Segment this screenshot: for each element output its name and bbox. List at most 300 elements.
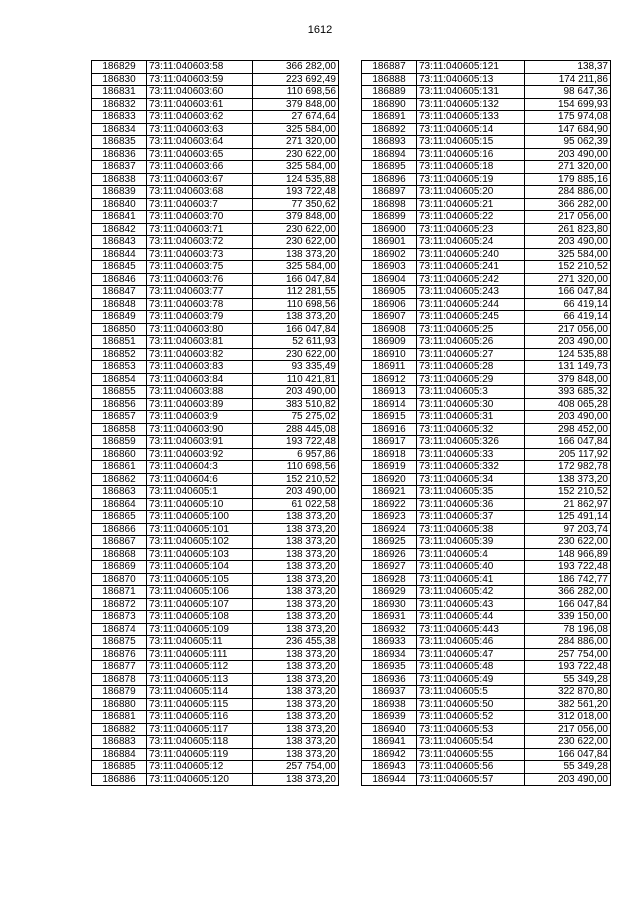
- row-number-cell: 186934: [362, 648, 417, 661]
- row-number-cell: 186884: [92, 748, 147, 761]
- cadastral-number-cell: 73:11:040605:1: [147, 486, 253, 499]
- row-number-cell: 186942: [362, 748, 417, 761]
- table-row: [362, 73, 611, 86]
- value-cell: 152 210,52: [253, 473, 339, 486]
- cadastral-number-cell: 73:11:040605:25: [417, 323, 525, 336]
- cadastral-number-cell: 73:11:040603:80: [147, 323, 253, 336]
- row-number-cell: 186844: [92, 248, 147, 261]
- row-number-cell: 186931: [362, 611, 417, 624]
- value-cell: 125 491,14: [525, 511, 611, 524]
- table-row: [362, 511, 611, 524]
- table-row: [362, 373, 611, 386]
- value-cell: 236 455,38: [253, 636, 339, 649]
- table-row: [362, 773, 611, 786]
- row-number-cell: 186919: [362, 461, 417, 474]
- value-cell: 138 373,20: [253, 711, 339, 724]
- cadastral-number-cell: 73:11:040605:40: [417, 561, 525, 574]
- row-number-cell: 186917: [362, 436, 417, 449]
- cadastral-number-cell: 73:11:040605:114: [147, 686, 253, 699]
- value-cell: 257 754,00: [525, 648, 611, 661]
- row-number-cell: 186914: [362, 398, 417, 411]
- value-cell: 66 419,14: [525, 311, 611, 324]
- row-number-cell: 186880: [92, 698, 147, 711]
- row-number-cell: 186944: [362, 773, 417, 786]
- cadastral-number-cell: 73:11:040605:326: [417, 436, 525, 449]
- row-number-cell: 186845: [92, 261, 147, 274]
- table-row: [92, 573, 339, 586]
- row-number-cell: 186940: [362, 723, 417, 736]
- cadastral-number-cell: 73:11:040603:81: [147, 336, 253, 349]
- table-row: [92, 286, 339, 299]
- table-row: [92, 411, 339, 424]
- row-number-cell: 186878: [92, 673, 147, 686]
- table-row: [362, 586, 611, 599]
- table-row: [92, 386, 339, 399]
- cadastral-number-cell: 73:11:040605:56: [417, 761, 525, 774]
- table-row: [362, 111, 611, 124]
- table-row: [92, 136, 339, 149]
- value-cell: 154 699,93: [525, 98, 611, 111]
- table-row: [92, 448, 339, 461]
- cadastral-number-cell: 73:11:040603:84: [147, 373, 253, 386]
- row-number-cell: 186921: [362, 486, 417, 499]
- value-cell: 148 966,89: [525, 548, 611, 561]
- table-row: [92, 198, 339, 211]
- cadastral-number-cell: 73:11:040603:79: [147, 311, 253, 324]
- cadastral-number-cell: 73:11:040605:46: [417, 636, 525, 649]
- table-row: [92, 173, 339, 186]
- row-number-cell: 186876: [92, 648, 147, 661]
- cadastral-number-cell: 73:11:040605:34: [417, 473, 525, 486]
- value-cell: 230 622,00: [525, 536, 611, 549]
- value-cell: 66 419,14: [525, 298, 611, 311]
- value-cell: 138 373,20: [253, 311, 339, 324]
- cadastral-number-cell: 73:11:040605:43: [417, 598, 525, 611]
- cadastral-number-cell: 73:11:040605:132: [417, 98, 525, 111]
- row-number-cell: 186881: [92, 711, 147, 724]
- cadastral-number-cell: 73:11:040605:22: [417, 211, 525, 224]
- cadastral-number-cell: 73:11:040605:118: [147, 736, 253, 749]
- value-cell: 325 584,00: [525, 248, 611, 261]
- row-number-cell: 186911: [362, 361, 417, 374]
- table-row: [92, 773, 339, 786]
- cadastral-number-cell: 73:11:040603:82: [147, 348, 253, 361]
- value-cell: 325 584,00: [253, 261, 339, 274]
- table-row: [92, 361, 339, 374]
- cadastral-number-cell: 73:11:040605:38: [417, 523, 525, 536]
- value-cell: 203 490,00: [525, 336, 611, 349]
- table-row: [362, 473, 611, 486]
- table-row: [362, 311, 611, 324]
- value-cell: 257 754,00: [253, 761, 339, 774]
- cadastral-number-cell: 73:11:040605:109: [147, 623, 253, 636]
- row-number-cell: 186883: [92, 736, 147, 749]
- cadastral-number-cell: 73:11:040605:36: [417, 498, 525, 511]
- table-row: [92, 536, 339, 549]
- cadastral-number-cell: 73:11:040605:245: [417, 311, 525, 324]
- value-cell: 288 445,08: [253, 423, 339, 436]
- row-number-cell: 186831: [92, 86, 147, 99]
- cadastral-number-cell: 73:11:040605:18: [417, 161, 525, 174]
- table-row: [362, 636, 611, 649]
- cadastral-number-cell: 73:11:040605:443: [417, 623, 525, 636]
- table-row: [362, 236, 611, 249]
- value-cell: 75 275,02: [253, 411, 339, 424]
- row-number-cell: 186926: [362, 548, 417, 561]
- cadastral-number-cell: 73:11:040605:33: [417, 448, 525, 461]
- row-number-cell: 186909: [362, 336, 417, 349]
- cadastral-number-cell: 73:11:040605:111: [147, 648, 253, 661]
- row-number-cell: 186846: [92, 273, 147, 286]
- cadastral-number-cell: 73:11:040603:63: [147, 123, 253, 136]
- cadastral-number-cell: 73:11:040605:104: [147, 561, 253, 574]
- cadastral-number-cell: 73:11:040605:10: [147, 498, 253, 511]
- value-cell: 230 622,00: [253, 348, 339, 361]
- table-row: [362, 686, 611, 699]
- row-number-cell: 186858: [92, 423, 147, 436]
- table-row: [362, 548, 611, 561]
- row-number-cell: 186859: [92, 436, 147, 449]
- table-row: [92, 561, 339, 574]
- cadastral-number-cell: 73:11:040605:19: [417, 173, 525, 186]
- cadastral-number-cell: 73:11:040605:3: [417, 386, 525, 399]
- table-row: [92, 511, 339, 524]
- cadastral-number-cell: 73:11:040603:67: [147, 173, 253, 186]
- row-number-cell: 186865: [92, 511, 147, 524]
- value-cell: 138 373,20: [253, 623, 339, 636]
- row-number-cell: 186893: [362, 136, 417, 149]
- table-row: [92, 498, 339, 511]
- value-cell: 179 885,16: [525, 173, 611, 186]
- row-number-cell: 186830: [92, 73, 147, 86]
- value-cell: 138 373,20: [253, 648, 339, 661]
- row-number-cell: 186833: [92, 111, 147, 124]
- row-number-cell: 186853: [92, 361, 147, 374]
- row-number-cell: 186870: [92, 573, 147, 586]
- cadastral-number-cell: 73:11:040605:108: [147, 611, 253, 624]
- value-cell: 298 452,00: [525, 423, 611, 436]
- cadastral-number-cell: 73:11:040605:49: [417, 673, 525, 686]
- value-cell: 284 886,00: [525, 636, 611, 649]
- value-cell: 124 535,88: [253, 173, 339, 186]
- value-cell: 383 510,82: [253, 398, 339, 411]
- value-cell: 312 018,00: [525, 711, 611, 724]
- table-row: [362, 198, 611, 211]
- row-number-cell: 186938: [362, 698, 417, 711]
- cadastral-number-cell: 73:11:040603:61: [147, 98, 253, 111]
- row-number-cell: 186939: [362, 711, 417, 724]
- value-cell: 166 047,84: [253, 273, 339, 286]
- value-cell: 138 373,20: [253, 773, 339, 786]
- row-number-cell: 186851: [92, 336, 147, 349]
- row-number-cell: 186832: [92, 98, 147, 111]
- table-row: [92, 373, 339, 386]
- row-number-cell: 186864: [92, 498, 147, 511]
- cadastral-number-cell: 73:11:040605:42: [417, 586, 525, 599]
- value-cell: 138 373,20: [253, 561, 339, 574]
- table-row: [92, 161, 339, 174]
- table-row: [92, 211, 339, 224]
- cadastral-number-cell: 73:11:040605:28: [417, 361, 525, 374]
- cadastral-number-cell: 73:11:040605:103: [147, 548, 253, 561]
- table-row: [92, 311, 339, 324]
- row-number-cell: 186896: [362, 173, 417, 186]
- value-cell: 98 647,36: [525, 86, 611, 99]
- value-cell: 97 203,74: [525, 523, 611, 536]
- value-cell: 77 350,62: [253, 198, 339, 211]
- cadastral-number-cell: 73:11:040605:29: [417, 373, 525, 386]
- value-cell: 230 622,00: [253, 236, 339, 249]
- table-row: [92, 336, 339, 349]
- cadastral-number-cell: 73:11:040603:68: [147, 186, 253, 199]
- value-cell: 174 211,86: [525, 73, 611, 86]
- value-cell: 382 561,20: [525, 698, 611, 711]
- row-number-cell: 186886: [92, 773, 147, 786]
- table-row: [92, 61, 339, 74]
- value-cell: 21 862,97: [525, 498, 611, 511]
- table-row: [92, 748, 339, 761]
- value-cell: 261 823,80: [525, 223, 611, 236]
- row-number-cell: 186847: [92, 286, 147, 299]
- table-row: [362, 623, 611, 636]
- value-cell: 175 974,08: [525, 111, 611, 124]
- table-row: [92, 86, 339, 99]
- row-number-cell: 186903: [362, 261, 417, 274]
- cadastral-number-cell: 73:11:040605:11: [147, 636, 253, 649]
- table-row: [92, 698, 339, 711]
- cadastral-number-cell: 73:11:040603:75: [147, 261, 253, 274]
- row-number-cell: 186857: [92, 411, 147, 424]
- value-cell: 124 535,88: [525, 348, 611, 361]
- table-row: [362, 648, 611, 661]
- table-row: [92, 623, 339, 636]
- table-row: [362, 448, 611, 461]
- table-row: [362, 411, 611, 424]
- value-cell: 284 886,00: [525, 186, 611, 199]
- value-cell: 230 622,00: [525, 736, 611, 749]
- table-row: [362, 323, 611, 336]
- value-cell: 131 149,73: [525, 361, 611, 374]
- value-cell: 138,37: [525, 61, 611, 74]
- cadastral-number-cell: 73:11:040605:53: [417, 723, 525, 736]
- value-cell: 193 722,48: [525, 661, 611, 674]
- cadastral-number-cell: 73:11:040605:131: [417, 86, 525, 99]
- row-number-cell: 186913: [362, 386, 417, 399]
- page-number: 1612: [307, 24, 333, 36]
- value-cell: 61 022,58: [253, 498, 339, 511]
- row-number-cell: 186852: [92, 348, 147, 361]
- row-number-cell: 186904: [362, 273, 417, 286]
- table-row: [362, 723, 611, 736]
- cadastral-number-cell: 73:11:040605:27: [417, 348, 525, 361]
- cadastral-number-cell: 73:11:040605:44: [417, 611, 525, 624]
- table-row: [362, 461, 611, 474]
- cadastral-number-cell: 73:11:040605:30: [417, 398, 525, 411]
- table-row: [92, 761, 339, 774]
- cadastral-number-cell: 73:11:040605:244: [417, 298, 525, 311]
- cadastral-number-cell: 73:11:040605:117: [147, 723, 253, 736]
- cadastral-number-cell: 73:11:040605:101: [147, 523, 253, 536]
- cadastral-number-cell: 73:11:040605:107: [147, 598, 253, 611]
- value-cell: 138 373,20: [253, 573, 339, 586]
- table-row: [92, 673, 339, 686]
- table-row: [362, 273, 611, 286]
- cadastral-number-cell: 73:11:040603:64: [147, 136, 253, 149]
- row-number-cell: 186854: [92, 373, 147, 386]
- row-number-cell: 186835: [92, 136, 147, 149]
- row-number-cell: 186856: [92, 398, 147, 411]
- table-row: [362, 698, 611, 711]
- value-cell: 152 210,52: [525, 261, 611, 274]
- value-cell: 52 611,93: [253, 336, 339, 349]
- cadastral-number-cell: 73:11:040603:90: [147, 423, 253, 436]
- value-cell: 366 282,00: [253, 61, 339, 74]
- table-row: [362, 536, 611, 549]
- cadastral-number-cell: 73:11:040603:9: [147, 411, 253, 424]
- value-cell: 325 584,00: [253, 123, 339, 136]
- table-row: [362, 498, 611, 511]
- row-number-cell: 186849: [92, 311, 147, 324]
- value-cell: 172 982,78: [525, 461, 611, 474]
- row-number-cell: 186834: [92, 123, 147, 136]
- table-row: [362, 123, 611, 136]
- cadastral-number-cell: 73:11:040603:77: [147, 286, 253, 299]
- table-row: [92, 348, 339, 361]
- value-cell: 366 282,00: [525, 198, 611, 211]
- value-cell: 166 047,84: [525, 286, 611, 299]
- row-number-cell: 186899: [362, 211, 417, 224]
- row-number-cell: 186866: [92, 523, 147, 536]
- row-number-cell: 186916: [362, 423, 417, 436]
- cadastral-number-cell: 73:11:040605:24: [417, 236, 525, 249]
- table-row: [92, 736, 339, 749]
- cadastral-number-cell: 73:11:040605:242: [417, 273, 525, 286]
- cadastral-number-cell: 73:11:040605:35: [417, 486, 525, 499]
- table-row: [362, 736, 611, 749]
- value-cell: 138 373,20: [253, 673, 339, 686]
- table-row: [362, 361, 611, 374]
- row-number-cell: 186855: [92, 386, 147, 399]
- value-cell: 138 373,20: [253, 536, 339, 549]
- table-row: [362, 573, 611, 586]
- cadastral-number-cell: 73:11:040604:3: [147, 461, 253, 474]
- row-number-cell: 186843: [92, 236, 147, 249]
- table-row: [362, 348, 611, 361]
- value-cell: 217 056,00: [525, 723, 611, 736]
- cadastral-number-cell: 73:11:040605:100: [147, 511, 253, 524]
- table-row: [362, 673, 611, 686]
- value-cell: 138 373,20: [253, 548, 339, 561]
- table-row: [92, 473, 339, 486]
- row-number-cell: 186862: [92, 473, 147, 486]
- value-cell: 366 282,00: [525, 586, 611, 599]
- value-cell: 205 117,92: [525, 448, 611, 461]
- table-row: [362, 161, 611, 174]
- table-row: [362, 211, 611, 224]
- value-cell: 166 047,84: [253, 323, 339, 336]
- row-number-cell: 186889: [362, 86, 417, 99]
- table-row: [362, 61, 611, 74]
- table-row: [362, 711, 611, 724]
- row-number-cell: 186891: [362, 111, 417, 124]
- table-row: [362, 611, 611, 624]
- table-row: [92, 186, 339, 199]
- row-number-cell: 186922: [362, 498, 417, 511]
- row-number-cell: 186943: [362, 761, 417, 774]
- row-number-cell: 186892: [362, 123, 417, 136]
- row-number-cell: 186923: [362, 511, 417, 524]
- row-number-cell: 186840: [92, 198, 147, 211]
- table-row: [92, 586, 339, 599]
- table-row: [362, 386, 611, 399]
- row-number-cell: 186924: [362, 523, 417, 536]
- value-cell: 138 373,20: [253, 523, 339, 536]
- value-cell: 193 722,48: [253, 186, 339, 199]
- cadastral-number-cell: 73:11:040603:83: [147, 361, 253, 374]
- table-row: [362, 398, 611, 411]
- row-number-cell: 186882: [92, 723, 147, 736]
- value-cell: 138 373,20: [253, 511, 339, 524]
- table-row: [362, 148, 611, 161]
- cadastral-number-cell: 73:11:040605:26: [417, 336, 525, 349]
- cadastral-number-cell: 73:11:040603:89: [147, 398, 253, 411]
- value-cell: 138 373,20: [253, 661, 339, 674]
- table-row: [92, 236, 339, 249]
- cadastral-number-cell: 73:11:040605:50: [417, 698, 525, 711]
- cadastral-number-cell: 73:11:040605:14: [417, 123, 525, 136]
- cadastral-number-cell: 73:11:040603:62: [147, 111, 253, 124]
- row-number-cell: 186895: [362, 161, 417, 174]
- row-number-cell: 186887: [362, 61, 417, 74]
- table-row: [362, 173, 611, 186]
- cadastral-number-cell: 73:11:040603:92: [147, 448, 253, 461]
- value-cell: 166 047,84: [525, 598, 611, 611]
- cadastral-number-cell: 73:11:040605:133: [417, 111, 525, 124]
- table-row: [92, 123, 339, 136]
- value-cell: 203 490,00: [525, 236, 611, 249]
- table-row: [92, 73, 339, 86]
- value-cell: 166 047,84: [525, 436, 611, 449]
- row-number-cell: 186842: [92, 223, 147, 236]
- cadastral-number-cell: 73:11:040605:48: [417, 661, 525, 674]
- cadastral-number-cell: 73:11:040605:37: [417, 511, 525, 524]
- row-number-cell: 186877: [92, 661, 147, 674]
- table-row: [92, 298, 339, 311]
- cadastral-number-cell: 73:11:040603:66: [147, 161, 253, 174]
- value-cell: 152 210,52: [525, 486, 611, 499]
- row-number-cell: 186902: [362, 248, 417, 261]
- table-row: [362, 298, 611, 311]
- cadastral-number-cell: 73:11:040605:241: [417, 261, 525, 274]
- table-row: [92, 548, 339, 561]
- table-row: [92, 723, 339, 736]
- row-number-cell: 186861: [92, 461, 147, 474]
- cadastral-number-cell: 73:11:040603:58: [147, 61, 253, 74]
- row-number-cell: 186873: [92, 611, 147, 624]
- value-cell: 166 047,84: [525, 748, 611, 761]
- table-row: [92, 711, 339, 724]
- value-cell: 138 373,20: [253, 598, 339, 611]
- value-cell: 339 150,00: [525, 611, 611, 624]
- cadastral-number-cell: 73:11:040603:70: [147, 211, 253, 224]
- cadastral-number-cell: 73:11:040603:72: [147, 236, 253, 249]
- row-number-cell: 186836: [92, 148, 147, 161]
- table-row: [362, 598, 611, 611]
- table-row: [362, 286, 611, 299]
- table-row: [92, 611, 339, 624]
- table-row: [92, 98, 339, 111]
- table-row: [362, 486, 611, 499]
